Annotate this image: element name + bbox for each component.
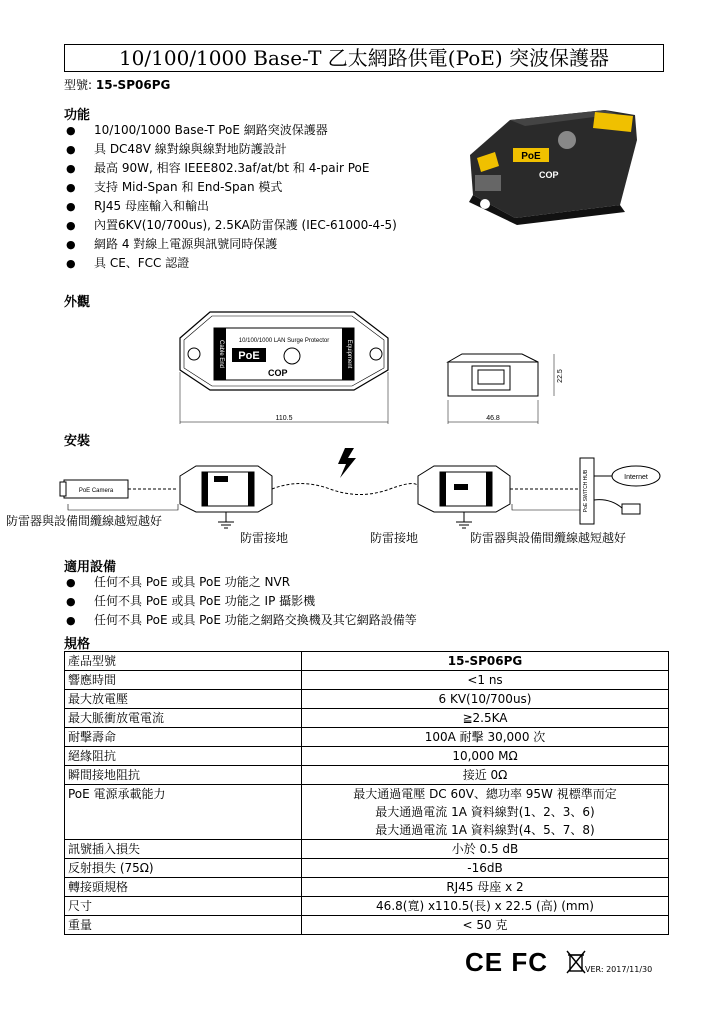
spec-value [302, 728, 669, 747]
spec-value [302, 840, 669, 859]
ground-label-1: 防雷接地 [240, 531, 289, 545]
spec-value-line: 最大通過電流 1A 資料線對(4、5、7、8) [375, 823, 595, 837]
installation-heading: 安裝 [64, 434, 91, 449]
dim-length: 110.5 [275, 415, 293, 422]
note-right: 防雷器與設備間纜線越短越好 [470, 531, 627, 545]
applicable-item: ● 任何不具 PoE 或具 PoE 功能之 IP 攝影機 [64, 592, 417, 611]
spec-row [65, 859, 669, 878]
photo-brand-text: COP [539, 170, 559, 180]
applicable-heading: 適用設備 [64, 560, 117, 575]
spec-value [302, 747, 669, 766]
drawing-label: 10/100/1000 LAN Surge Protector [238, 338, 330, 344]
spec-key: 耐擊壽命 [65, 728, 302, 747]
spec-value-line: 6 KV(10/700us) [438, 692, 532, 706]
spec-row [65, 709, 669, 728]
switch-label: PoE SWITCH HUB [583, 469, 589, 513]
spec-value-line: 接近 0Ω [462, 768, 508, 782]
spec-value-line: ≧2.5KA [462, 711, 508, 725]
spec-value-line: <1 ns [467, 673, 503, 687]
page-title: 10/100/1000 Base-T 乙太網路供電(PoE) 突波保護器 [64, 44, 664, 72]
spec-value [302, 652, 669, 671]
spec-value [302, 766, 669, 785]
spec-value-line: < 50 克 [462, 918, 508, 932]
spec-row [65, 747, 669, 766]
spec-value-line: 100A 耐擊 30,000 次 [424, 730, 546, 744]
ground-label-2: 防雷接地 [370, 531, 419, 545]
version-label: VER: 2017/11/30 [585, 965, 653, 974]
spec-value-line: RJ45 母座 x 2 [446, 880, 524, 894]
spec-row [65, 652, 669, 671]
spec-value-line: 最大通過電流 1A 資料線對(1、2、3、6) [375, 805, 595, 819]
spec-key: 反射損失 (75Ω) [65, 859, 302, 878]
spec-value [302, 709, 669, 728]
ce-fcc-logo: CE FC [465, 947, 548, 977]
spec-value [302, 785, 669, 840]
drawing-poe: PoE [238, 350, 260, 362]
feature-item: ● 最高 90W, 相容 IEEE802.3af/at/bt 和 4-pair PoE [64, 159, 397, 178]
spec-value-line: 46.8(寬) x110.5(長) x 22.5 (高) (mm) [376, 899, 594, 913]
spec-row [65, 766, 669, 785]
model-value: 15-SP06PG [95, 78, 171, 92]
spec-row [65, 840, 669, 859]
spec-key: 最大放電壓 [65, 690, 302, 709]
spec-table [64, 651, 669, 935]
feature-item: ● 網路 4 對線上電源與訊號同時保護 [64, 235, 397, 254]
applicable-item: ● 任何不具 PoE 或具 PoE 功能之網路交換機及其它網路設備等 [64, 611, 417, 630]
spec-value [302, 690, 669, 709]
model-label: 型號: [64, 78, 93, 92]
drawing-cable-end: Cable End [218, 339, 224, 369]
spec-key: 產品型號 [65, 652, 302, 671]
model-line [64, 76, 170, 93]
spec-row [65, 785, 669, 840]
drawing-brand: COP [268, 368, 288, 378]
spec-row [65, 671, 669, 690]
spec-key: 訊號插入損失 [65, 840, 302, 859]
spec-key: 最大脈衝放電電流 [65, 709, 302, 728]
applicable-list [64, 573, 417, 630]
spec-value-line: 最大通過電壓 DC 60V、總功率 95W 視標準而定 [353, 787, 617, 801]
appearance-heading: 外觀 [64, 295, 91, 310]
spec-key: 重量 [65, 916, 302, 935]
specs-heading: 規格 [64, 637, 91, 652]
spec-row [65, 690, 669, 709]
feature-item: ● 10/100/1000 Base-T PoE 網路突波保護器 [64, 121, 397, 140]
camera-label: PoE Camera [78, 488, 114, 494]
spec-value [302, 916, 669, 935]
feature-item: ● RJ45 母座輸入和輸出 [64, 197, 397, 216]
feature-item: ● 支持 Mid-Span 和 End-Span 模式 [64, 178, 397, 197]
spec-value [302, 897, 669, 916]
spec-row [65, 878, 669, 897]
spec-value [302, 878, 669, 897]
drawing-equipment: Equipment [346, 339, 352, 369]
dimension-drawing [170, 300, 590, 432]
cert-logos [465, 947, 585, 977]
features-list [64, 121, 397, 273]
spec-value-line: -16dB [467, 861, 503, 875]
spec-key: PoE 電源承載能力 [65, 785, 302, 840]
spec-value [302, 859, 669, 878]
feature-item: ● 內置6KV(10/700us), 2.5KA防雷保護 (IEC-61000-4-5) [64, 216, 397, 235]
dim-height: 22.5 [557, 369, 564, 383]
product-photo [455, 100, 645, 225]
dim-width: 46.8 [486, 415, 500, 422]
feature-item: ● 具 DC48V 線對線與線對地防護設計 [64, 140, 397, 159]
spec-value-line: 小於 0.5 dB [451, 842, 519, 856]
note-left: 防雷器與設備間纜線越短越好 [6, 514, 163, 528]
internet-label: Internet [624, 474, 648, 481]
spec-key: 轉接頭規格 [65, 878, 302, 897]
weee-bin-icon [565, 949, 587, 975]
feature-item: ● 具 CE、FCC 認證 [64, 254, 397, 273]
spec-value-line: 15-SP06PG [447, 654, 523, 668]
spec-row [65, 728, 669, 747]
spec-key: 尺寸 [65, 897, 302, 916]
spec-key: 絕緣阻抗 [65, 747, 302, 766]
photo-poe-text: PoE [521, 151, 541, 162]
features-heading: 功能 [64, 108, 91, 123]
spec-key: 響應時間 [65, 671, 302, 690]
spec-value [302, 671, 669, 690]
spec-value-line: 10,000 MΩ [452, 749, 518, 763]
spec-key: 瞬間接地阻抗 [65, 766, 302, 785]
spec-row [65, 916, 669, 935]
spec-row [65, 897, 669, 916]
applicable-item: ● 任何不具 PoE 或具 PoE 功能之 NVR [64, 573, 417, 592]
